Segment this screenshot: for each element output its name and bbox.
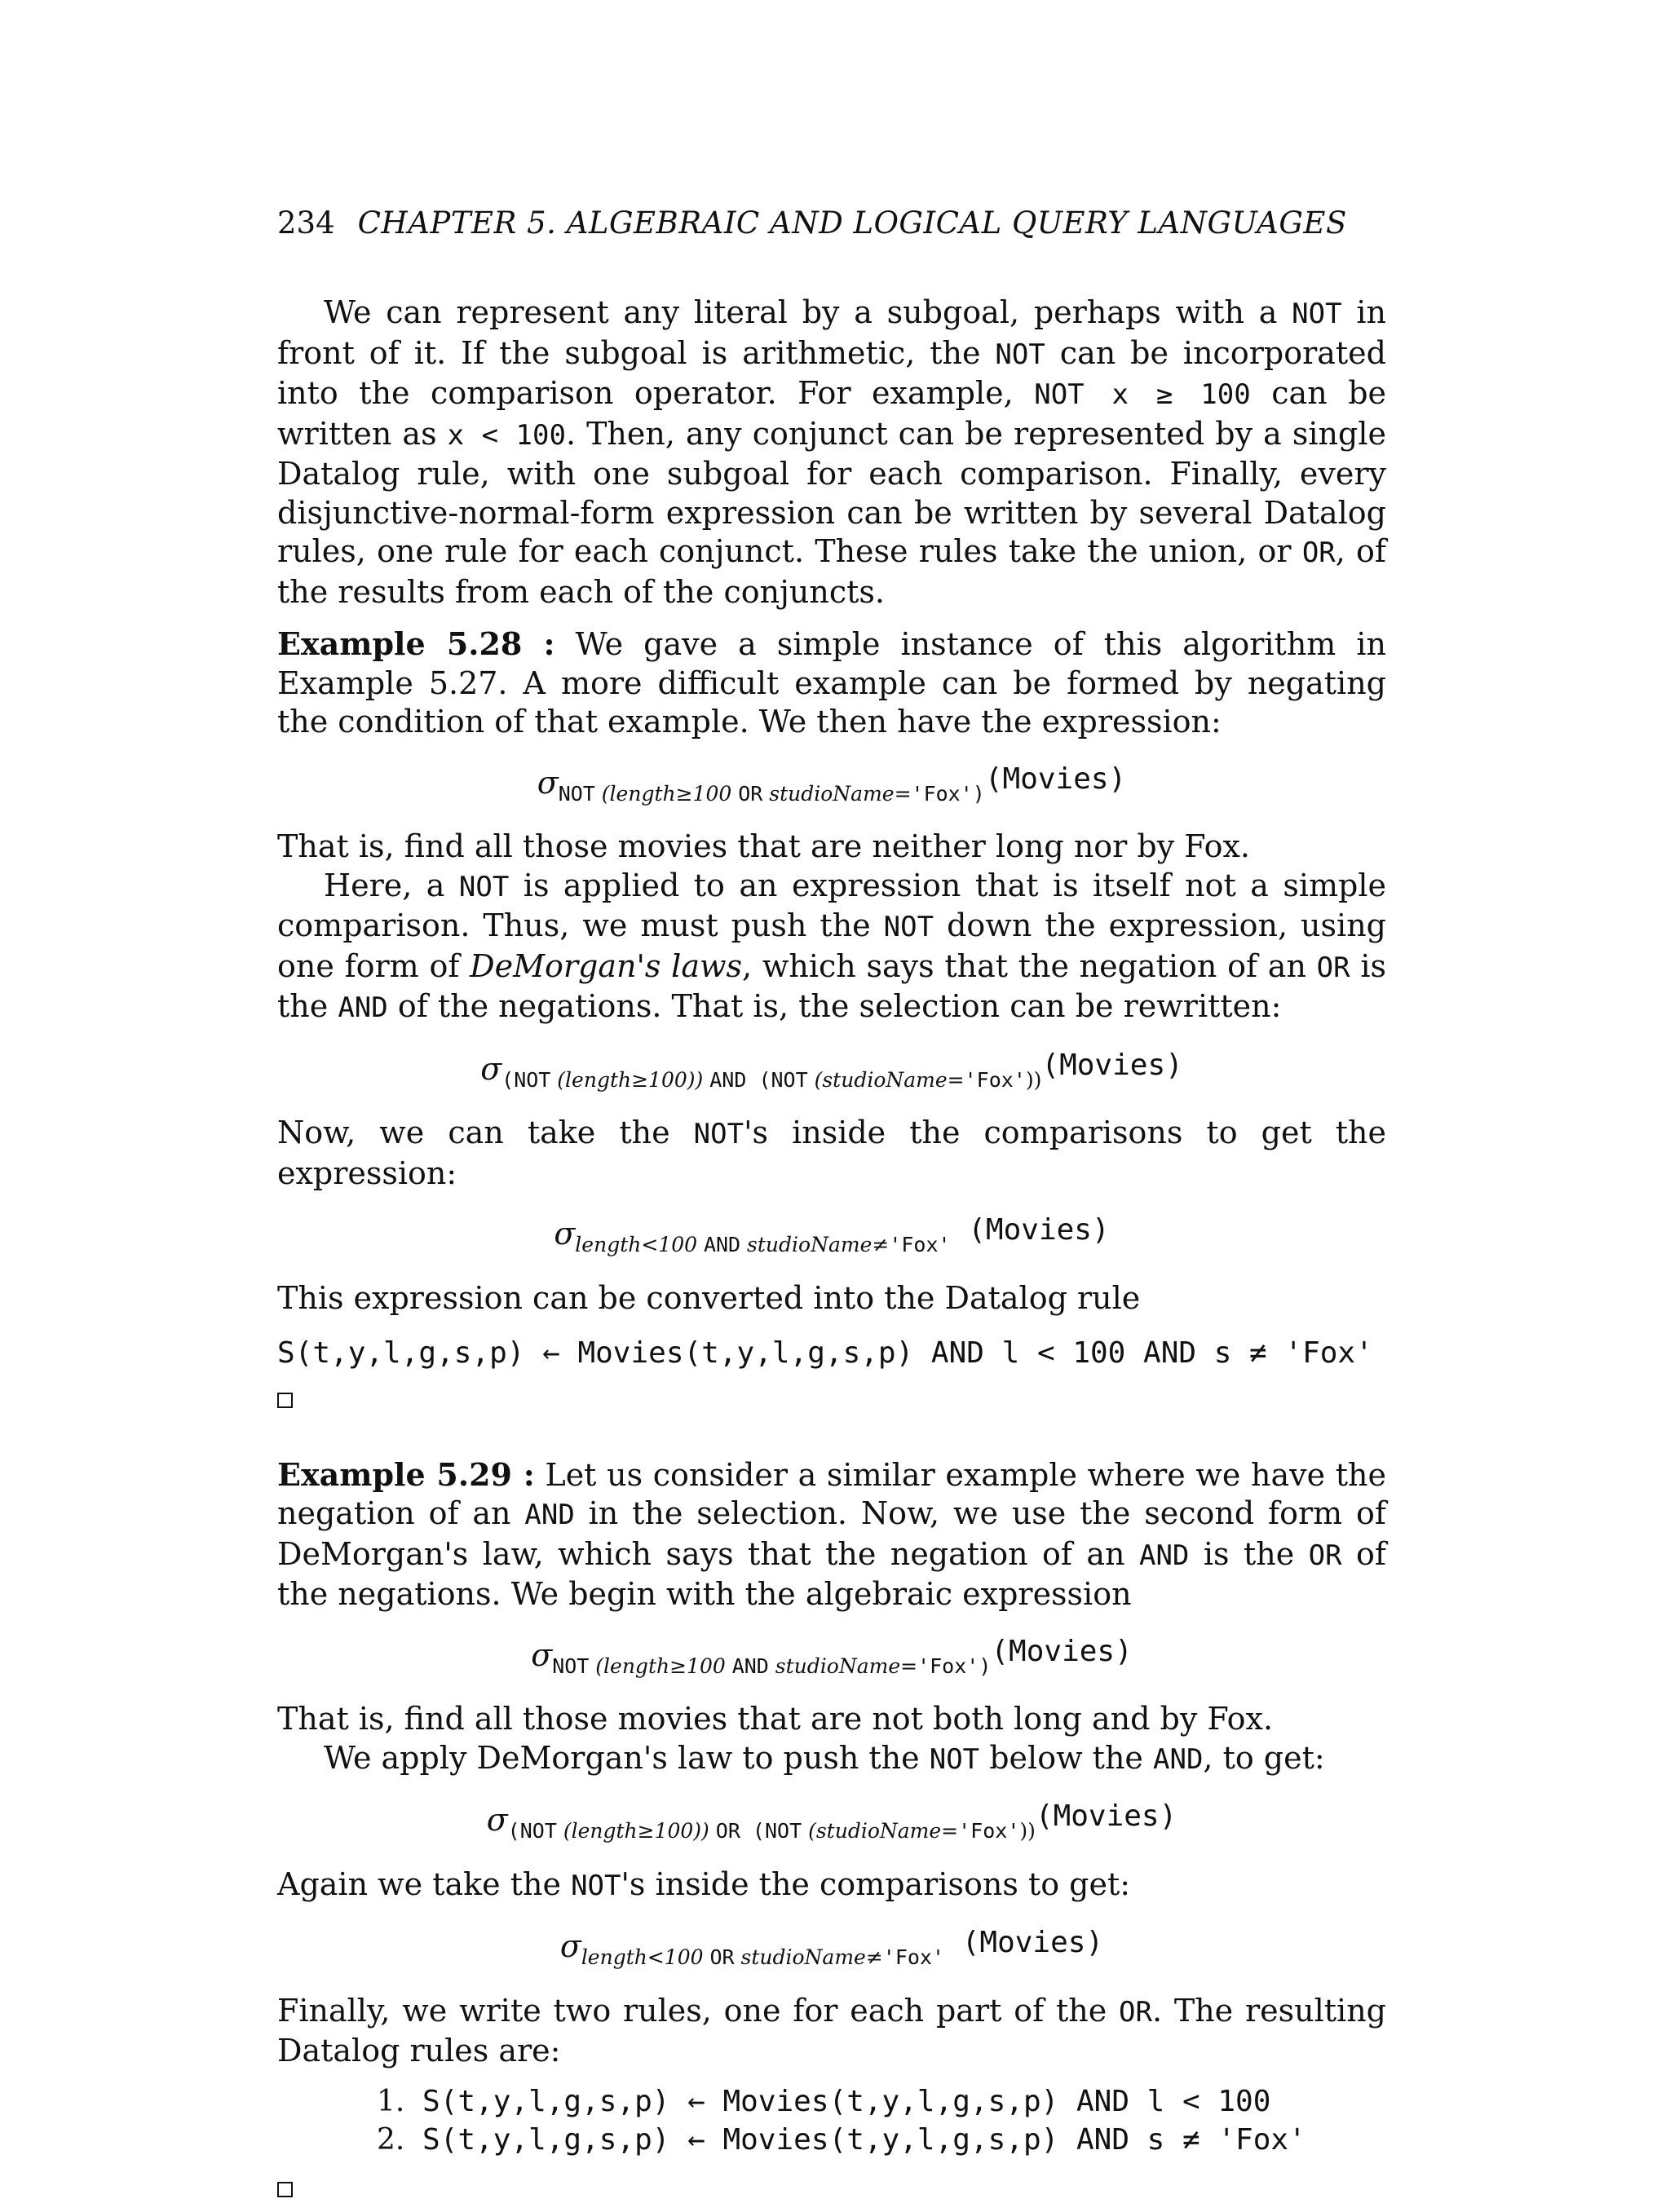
sub-part: (studioName=	[802, 1819, 959, 1843]
paragraph-demorgan	[277, 867, 1386, 1028]
page-number: 234	[277, 205, 335, 241]
sub-part: 'Fox'	[964, 1067, 1026, 1092]
sub-part: 'Fox'	[882, 1945, 945, 1969]
end-of-example	[277, 1381, 1386, 1419]
paragraph-literals	[277, 294, 1386, 612]
text: Here, a	[324, 867, 459, 903]
keyword-or: OR	[1316, 951, 1350, 984]
sub-part: (length≥100))	[550, 1067, 710, 1092]
text: is applied to an expression that is itself not a simple comparison. Thus, we must push the	[277, 867, 1386, 943]
text: down the expression, using one form of	[277, 907, 1386, 984]
sub-part: NOT	[558, 781, 595, 806]
keyword-and: AND	[1153, 1742, 1204, 1776]
sub-part: AND	[709, 1067, 747, 1092]
keyword-not: NOT	[929, 1742, 980, 1776]
equation-528-1	[277, 760, 1386, 814]
text: Again we take the	[277, 1865, 572, 1902]
qed-square-icon	[277, 2182, 293, 2197]
text: We can represent any literal by a subgoal, perhaps with a	[324, 294, 1292, 330]
text: 's inside the comparisons to get the expression:	[277, 1115, 1387, 1191]
example-label: Example 5.29 :	[277, 1455, 535, 1493]
text: Now, we can take the	[277, 1115, 694, 1150]
sub-part: NOT	[552, 1653, 590, 1678]
sub-part: (studioName=	[807, 1067, 965, 1092]
text: Finally, we write two rules, one for each part of the	[277, 1992, 1120, 2029]
equation-subscript	[559, 782, 985, 806]
sub-part: OR	[709, 1945, 735, 1969]
text: is the	[1189, 1535, 1309, 1572]
emphasis: DeMorgan's laws	[470, 947, 743, 984]
sigma-symbol: σ	[554, 1216, 576, 1252]
keyword-or: OR	[1301, 536, 1336, 569]
page-body	[277, 294, 1386, 2209]
text: Let us consider a similar example where we have the negation of an	[277, 1456, 1387, 1531]
paragraph: That is, find all those movies that are neither long nor by Fox.	[277, 828, 1250, 864]
sub-part: 'Fox'	[958, 1819, 1020, 1843]
rule-text: S(t,y,l,g,s,p) ← Movies(t,y,l,g,s,p) AND l < 100	[404, 2084, 1271, 2118]
paragraph	[277, 1739, 1386, 1780]
equation-528-2	[277, 1046, 1386, 1100]
text: is the	[277, 947, 1387, 1024]
keyword-not: NOT	[883, 911, 934, 943]
equation-subscript	[501, 1068, 1041, 1092]
example-5-28	[277, 625, 1386, 742]
equation-argument: (Movies)	[984, 762, 1127, 796]
text: . The resulting Datalog rules are:	[277, 1992, 1386, 2069]
rule-number: 2.	[377, 2122, 405, 2157]
datalog-rules-list	[377, 2082, 1386, 2159]
keyword-not: NOT	[458, 870, 510, 903]
sub-part: OR	[715, 1819, 740, 1843]
equation-argument: (Movies)	[1035, 1799, 1177, 1833]
sub-part: (NOT	[746, 1067, 808, 1092]
sigma-symbol: σ	[559, 1928, 581, 1964]
sigma-symbol: σ	[537, 764, 559, 801]
equation-argument: (Movies)	[991, 1634, 1133, 1668]
sub-part: AND	[703, 1233, 741, 1256]
keyword-not: NOT	[571, 1869, 621, 1902]
equation-529-2	[277, 1797, 1386, 1851]
sub-part: (NOT	[740, 1819, 802, 1843]
text: , of the results from each of the conjuncts.	[277, 533, 1386, 610]
text: 's inside the comparisons to get:	[621, 1865, 1131, 1902]
text: can be written as	[277, 375, 1387, 452]
rule-text: S(t,y,l,g,s,p) ← Movies(t,y,l,g,s,p) AND s ≠ 'Fox'	[404, 2122, 1306, 2157]
paragraph	[277, 1992, 1386, 2071]
paragraph: That is, find all those movies that are not both long and by Fox.	[277, 1701, 1274, 1737]
list-item	[377, 2082, 1386, 2121]
text: of the negations. We begin with the algebraic expression	[277, 1535, 1387, 1612]
equation-argument: (Movies)	[950, 1213, 1110, 1247]
sub-part: studioName=	[768, 1653, 918, 1678]
sub-part: 'Fox'	[889, 1233, 951, 1256]
sub-part: studioName≠	[740, 1233, 890, 1256]
sub-part: 'Fox')	[917, 1653, 992, 1678]
equation-argument: (Movies)	[1041, 1048, 1183, 1082]
sub-part: ))	[1025, 1067, 1042, 1092]
sub-part: studioName=	[762, 781, 912, 806]
text: of the negations. That is, the selection can be rewritten:	[387, 988, 1282, 1024]
keyword-and: AND	[338, 991, 388, 1024]
text: We gave a simple instance of this algorithm in Example 5.27. A more difficult example can be formed by negating the condition of that example. We then have the expression:	[277, 626, 1387, 740]
paragraph	[277, 1114, 1386, 1193]
sub-part: 'Fox')	[911, 781, 985, 806]
text: below the	[979, 1739, 1153, 1776]
keyword-or: OR	[1308, 1539, 1342, 1572]
text: We apply DeMorgan's law to push the	[324, 1739, 930, 1776]
example-5-29	[277, 1455, 1386, 1614]
equation-528-3	[277, 1211, 1386, 1265]
keyword-not: NOT	[995, 338, 1045, 371]
keyword-and: AND	[1138, 1539, 1190, 1572]
sub-part: (NOT	[507, 1819, 557, 1843]
inline-code: x < 100	[447, 418, 566, 452]
text: in front of it. If the subgoal is arithmetic, the	[277, 294, 1386, 371]
equation-subscript	[575, 1233, 950, 1256]
rule-text: S(t,y,l,g,s,p) ← Movies(t,y,l,g,s,p) AND l < 100 AND s ≠ 'Fox'	[277, 1336, 1373, 1370]
example-label: Example 5.28 :	[277, 625, 555, 662]
sub-part: (length≥100	[594, 781, 739, 806]
keyword-not: NOT	[1292, 298, 1342, 330]
sub-part: length<100	[581, 1945, 710, 1969]
text: , which says that the negation of an	[742, 947, 1317, 984]
sub-part: (length≥100))	[556, 1819, 716, 1843]
equation-529-1	[277, 1632, 1386, 1686]
sub-part: OR	[738, 781, 763, 806]
sigma-symbol: σ	[486, 1802, 508, 1838]
text: can be incorporated into the comparison operator. For example,	[277, 334, 1386, 411]
keyword-and: AND	[524, 1499, 575, 1531]
sub-part: length<100	[575, 1233, 704, 1256]
end-of-example	[277, 2170, 1386, 2209]
paragraph	[277, 1865, 1386, 1906]
equation-argument: (Movies)	[944, 1926, 1104, 1959]
sub-part: (length≥100	[589, 1653, 732, 1678]
text: , to get:	[1203, 1739, 1325, 1776]
text: . Then, any conjunct can be represented by a single Datalog rule, with one subgoal for each comparison. Finally, every disjunctive-normal-form expression can be written by several Datalog rules, one rule for each conjunct. These rules take the union, or	[277, 415, 1386, 569]
equation-529-3	[277, 1923, 1386, 1977]
keyword-or: OR	[1119, 1995, 1152, 2029]
paragraph: This expression can be converted into the Datalog rule	[277, 1279, 1141, 1316]
equation-subscript	[508, 1819, 1036, 1843]
running-header	[277, 205, 1386, 241]
keyword-not: NOT	[693, 1118, 744, 1150]
equation-subscript	[552, 1654, 991, 1678]
qed-square-icon	[277, 1393, 293, 1408]
sub-part: (NOT	[501, 1067, 551, 1092]
inline-code: NOT x ≥ 100	[1034, 378, 1251, 411]
rule-number: 1.	[377, 2084, 405, 2118]
datalog-rule	[277, 1334, 1386, 1373]
sub-part: ))	[1019, 1819, 1036, 1843]
equation-subscript	[581, 1945, 944, 1969]
list-item	[377, 2121, 1386, 2159]
chapter-title: CHAPTER 5. ALGEBRAIC AND LOGICAL QUERY LANGUAGES	[357, 205, 1347, 241]
sigma-symbol: σ	[480, 1050, 502, 1087]
sub-part: studioName≠	[734, 1945, 883, 1969]
sub-part: AND	[731, 1653, 769, 1678]
text: in the selection. Now, we use the second form of DeMorgan's law, which says that the negation of an	[277, 1495, 1386, 1572]
sigma-symbol: σ	[531, 1636, 553, 1673]
